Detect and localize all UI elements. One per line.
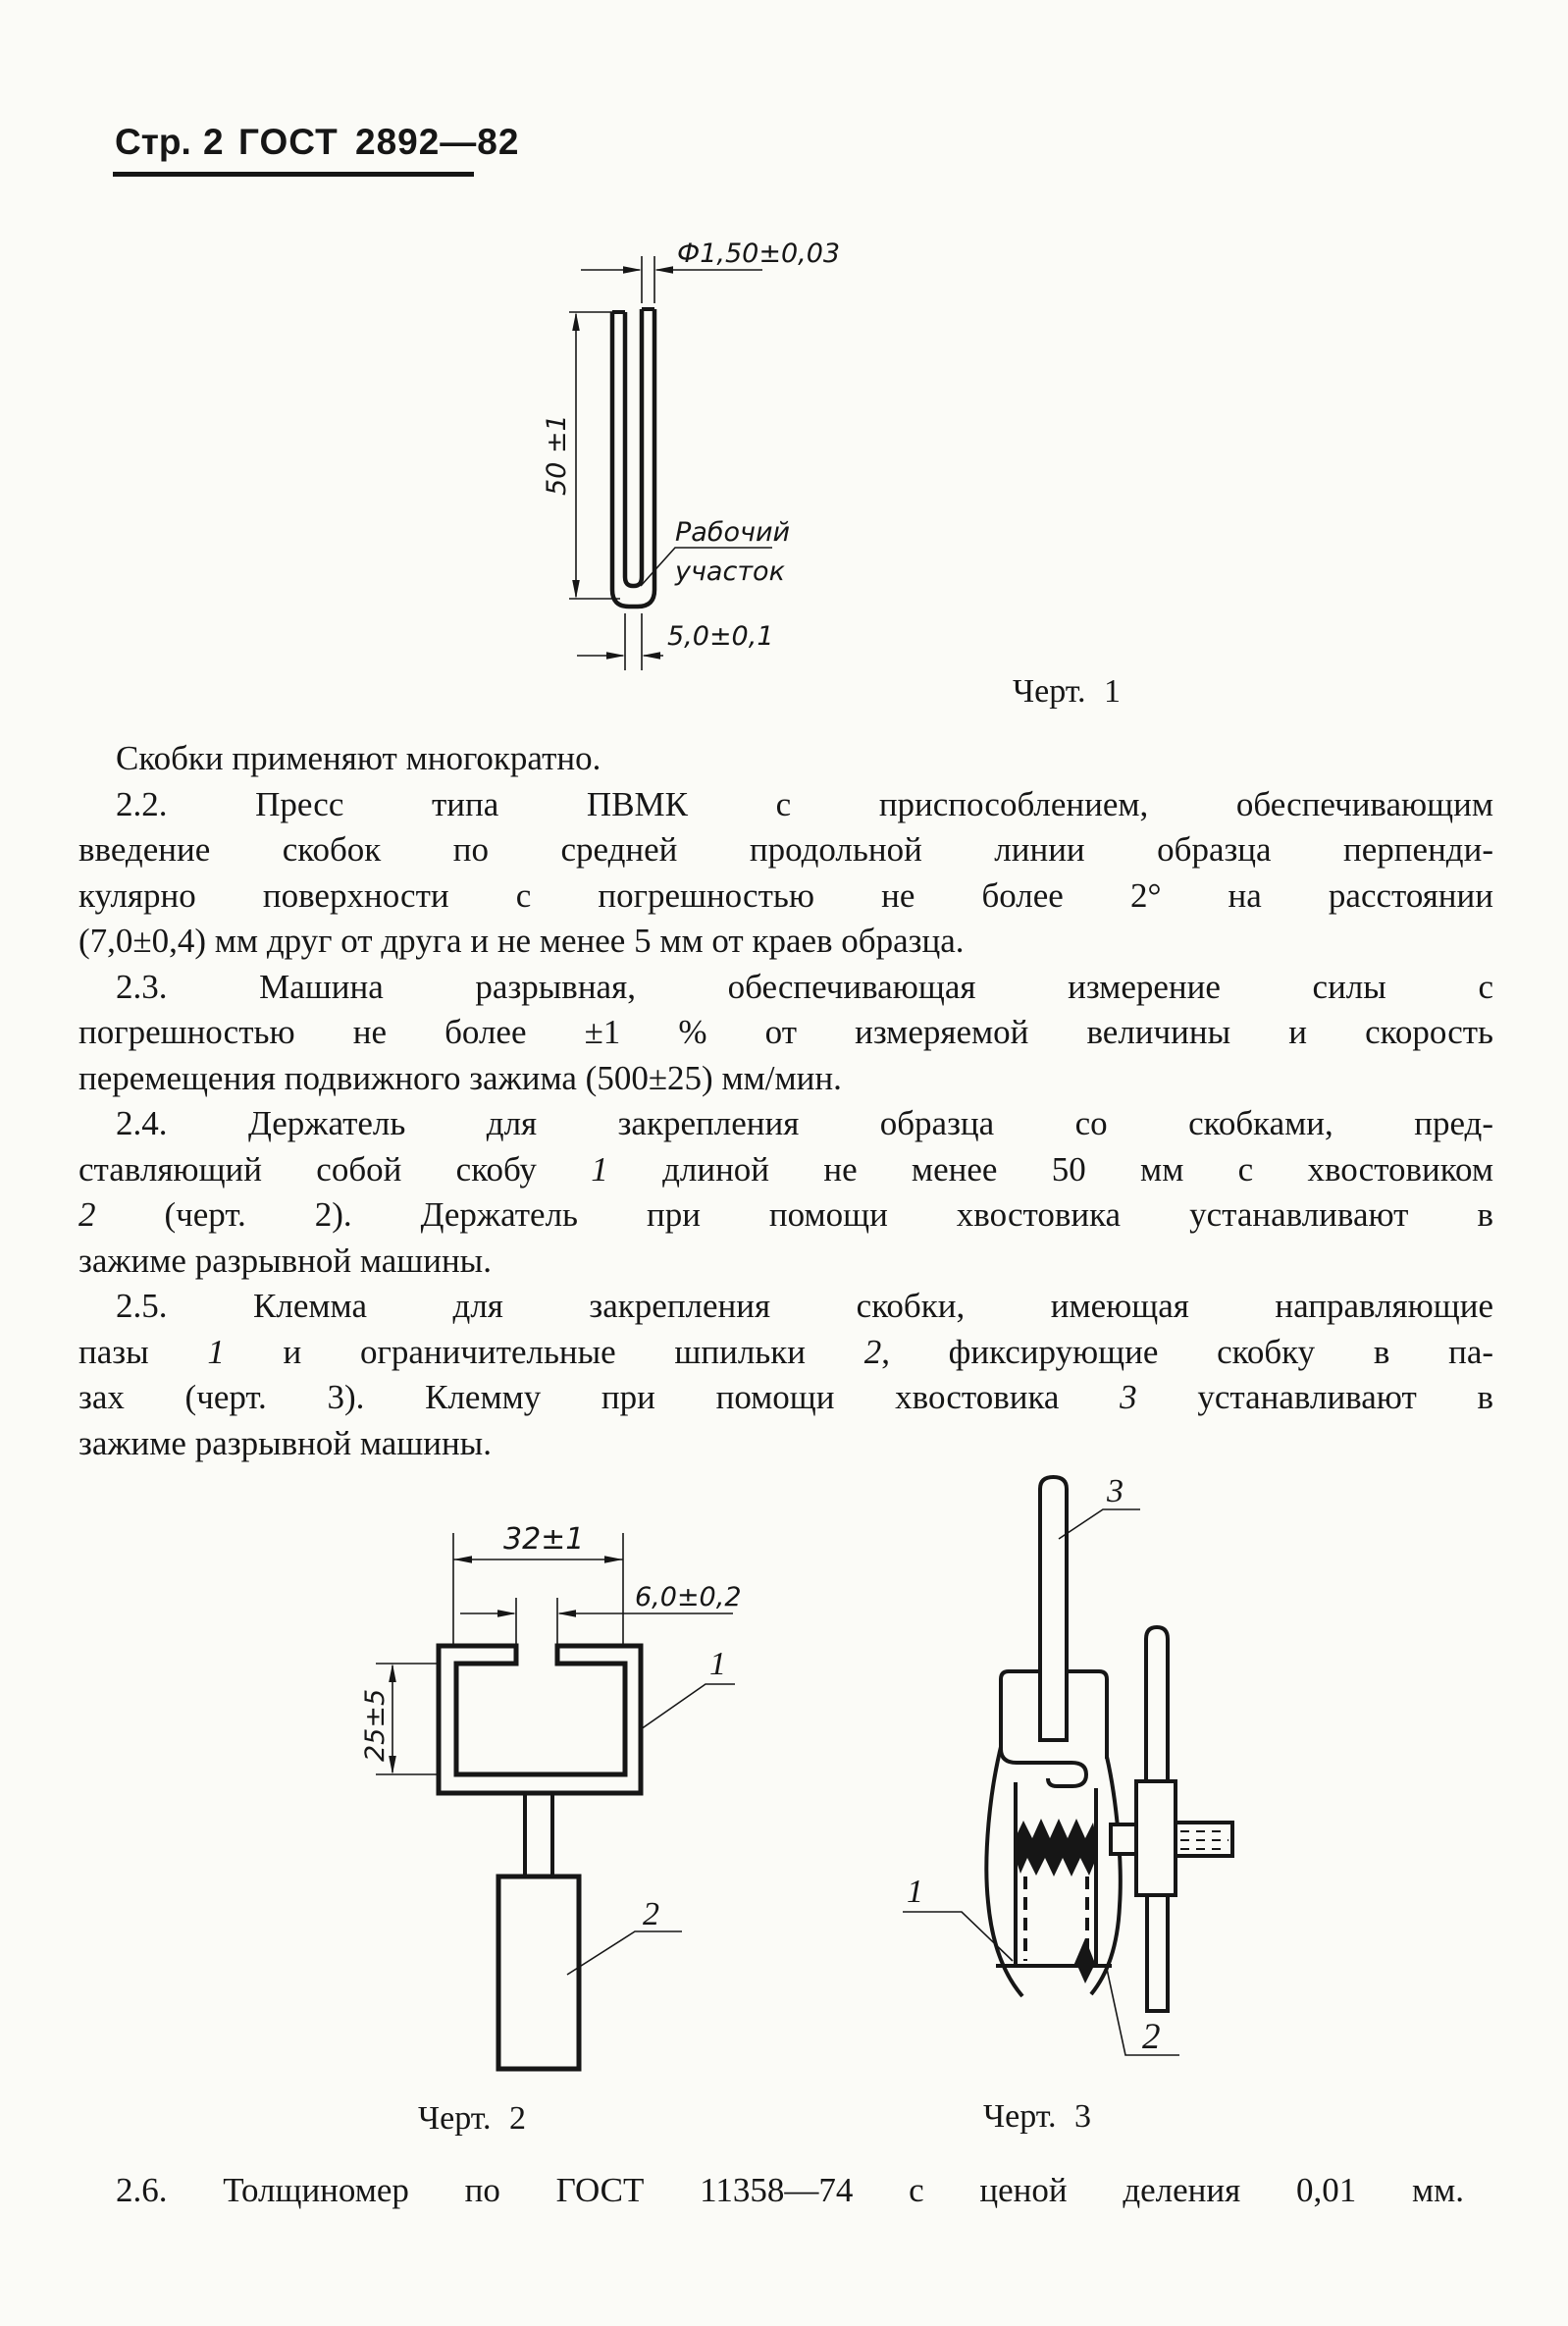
text-line <box>78 873 1493 920</box>
dim-label-width: 5,0±0,1 <box>667 621 774 652</box>
text-segment: 2.4. Держатель для закрепления образца со скобками, пред- <box>116 1104 1493 1142</box>
dim-label-inner-height: 25±5 <box>360 1688 391 1762</box>
text-line <box>78 919 1493 965</box>
text-line <box>78 1330 1493 1376</box>
header-rule <box>113 172 474 177</box>
paragraph <box>78 782 1493 965</box>
part-number-reference: 2 <box>863 1332 882 1371</box>
paragraph <box>78 736 1493 782</box>
part3-label: 3 <box>1107 1473 1124 1509</box>
text-segment: устанавливают в <box>1136 1378 1493 1416</box>
callout-text-line2: участок <box>675 556 785 587</box>
figure1-staple-drawing <box>530 201 844 682</box>
paragraph <box>78 1284 1493 1466</box>
text-segment: 2.2. Пресс типа ПВМК с приспособлением, обеспечивающим <box>116 784 1493 823</box>
dimension-slot-width <box>460 1582 742 1644</box>
text-segment: зах (черт. 3). Клемму при помощи хвостовика <box>78 1378 1121 1416</box>
body-text <box>78 736 1493 1466</box>
part-number-reference: 1 <box>207 1332 225 1371</box>
screw-rod-upper <box>1146 1627 1168 1781</box>
staple-outline <box>612 309 654 607</box>
dim-label-slot-width: 6,0±0,2 <box>635 1582 742 1612</box>
text-line <box>78 736 1493 782</box>
text-line <box>78 1192 1493 1239</box>
part-number-reference: 1 <box>591 1149 608 1189</box>
figure3-caption: Черт. 3 <box>983 2098 1092 2135</box>
figure1-caption: Черт. 1 <box>1013 673 1122 710</box>
limit-pin-mark-lower <box>1077 1966 1094 1983</box>
dim-label-diameter: Ф1,50±0,03 <box>677 238 841 269</box>
paragraph <box>78 1101 1493 1284</box>
text-line <box>78 965 1493 1011</box>
bracket-frame-outline <box>439 1646 641 1793</box>
text-line <box>78 2167 1464 2213</box>
text-segment: ставляющий собой скобу <box>78 1149 592 1189</box>
text-line <box>78 1284 1493 1330</box>
part1-label: 1 <box>709 1646 726 1682</box>
screw-mechanism <box>1111 1627 1232 2011</box>
text-segment: 2.5. Клемма для закрепления скобки, имеющая направляющие <box>116 1287 1493 1325</box>
paragraph <box>78 965 1493 1102</box>
leader-part2 <box>567 1896 682 1975</box>
text-segment: Скобки применяют многократно. <box>116 739 601 777</box>
header-standard-number: 2892—82 <box>355 122 520 162</box>
dimension-width <box>577 613 774 670</box>
figure2-holder-drawing <box>289 1511 741 2086</box>
serrated-jaws <box>1016 1819 1096 1877</box>
figure2-caption: Черт. 2 <box>418 2100 527 2137</box>
text-line <box>78 1056 1493 1102</box>
text-segment: перемещения подвижного зажима (500±25) мм/мин. <box>78 1058 842 1097</box>
text-line <box>78 782 1493 828</box>
screw-rod-lower <box>1147 1895 1168 2011</box>
text-line <box>78 1147 1493 1193</box>
text-segment: (черт. 2). Держатель при помощи хвостовика устанавливают в <box>95 1195 1493 1234</box>
screw-block <box>1136 1781 1176 1895</box>
clamp-shank-bar <box>1040 1477 1067 1740</box>
text-segment: погрешностью не более ±1 % от измеряемой величины и скорость <box>78 1013 1493 1051</box>
text-segment: 2.6. Толщиномер по ГОСТ 11358—74 с ценой деления 0,01 мм. <box>116 2171 1464 2209</box>
text-segment: длиной не менее 50 мм с хвостовиком <box>607 1149 1493 1189</box>
dimension-outer-width <box>453 1522 623 1644</box>
dimension-diameter <box>581 238 840 303</box>
working-section-callout <box>641 517 790 587</box>
leader-part3 <box>1059 1473 1140 1539</box>
figure3-clamp-drawing <box>854 1433 1295 2081</box>
text-line <box>78 1010 1493 1056</box>
text-line <box>78 1239 1493 1285</box>
text-line <box>78 827 1493 873</box>
text-segment: (7,0±0,4) мм друг от друга и не менее 5 мм от краев образца. <box>78 922 965 960</box>
text-segment: зажиме разрывной машины. <box>78 1423 492 1462</box>
dimension-inner-height <box>360 1664 437 1774</box>
text-segment: кулярно поверхности с погрешностью не более 2° на расстоянии <box>78 875 1493 915</box>
dim-label-length: 50 ±1 <box>542 414 572 496</box>
part1-label: 1 <box>907 1874 923 1910</box>
footer-text <box>78 2167 1464 2213</box>
limit-pin-mark <box>1073 1938 1096 1966</box>
hidden-staple-legs <box>1025 1877 1087 1961</box>
text-line <box>78 1101 1493 1147</box>
header-page-word: Стр. <box>115 122 191 162</box>
holder-stem <box>525 1793 552 1877</box>
text-segment: введение скобок по средней продольной линии образца перпенди- <box>78 830 1493 869</box>
leader-part1 <box>641 1646 735 1729</box>
part-number-reference: 3 <box>1120 1378 1137 1416</box>
dim-label-outer-width: 32±1 <box>503 1522 585 1557</box>
text-segment: и ограничительные шпильки <box>224 1332 864 1371</box>
text-segment: пазы <box>78 1332 208 1371</box>
header-standard-org: ГОСТ <box>238 122 339 162</box>
text-line <box>78 1421 1493 1467</box>
screw-tip <box>1111 1824 1136 1854</box>
text-line <box>78 1375 1493 1421</box>
callout-text-line1: Рабочий <box>675 517 791 548</box>
text-segment: зажиме разрывной машины. <box>78 1241 492 1280</box>
text-segment: 2.3. Машина разрывная, обеспечивающая измерение силы с <box>116 967 1493 1006</box>
header-page-number: 2 <box>203 122 224 162</box>
part2-label: 2 <box>643 1896 659 1932</box>
part2-label: 2 <box>1142 2017 1161 2057</box>
part-number-reference: 2 <box>78 1195 96 1234</box>
text-segment: , фиксирующие скобку в па- <box>881 1332 1494 1371</box>
paragraph <box>78 2167 1464 2213</box>
holder-shank <box>498 1877 579 2069</box>
